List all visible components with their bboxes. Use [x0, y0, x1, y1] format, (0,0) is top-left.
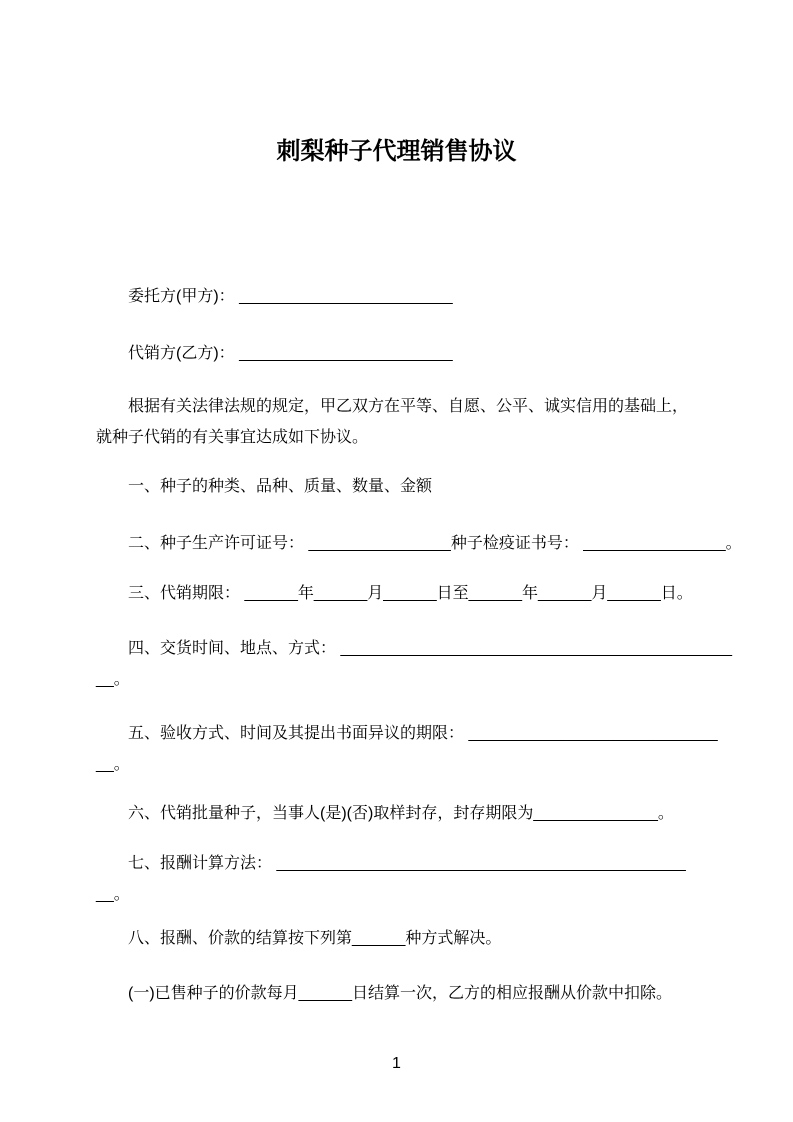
clause-5-line: 五、验收方式、时间及其提出书面异议的期限： ____________________________: [128, 725, 718, 742]
clause-6-line: 六、代销批量种子，当事人(是)(否)取样封存，封存期限为______________。: [128, 805, 674, 822]
clause-8-item-1-line: (一)已售种子的价款每月______日结算一次，乙方的相应报酬从价款中扣除。: [128, 985, 673, 1002]
clause-7-continuation: __。: [96, 886, 130, 903]
party-a-line: 委托方(甲方)： ________________________: [128, 288, 453, 305]
clause-4-line: 四、交货时间、地点、方式： ____________________________________________: [128, 640, 732, 657]
page-number: 1: [392, 1055, 401, 1072]
preamble-line-2: 就种子代销的有关事宜达成如下协议。: [96, 429, 369, 446]
preamble-line-1: 根据有关法律法规的规定，甲乙双方在平等、自愿、公平、诚实信用的基础上，: [128, 398, 689, 415]
clause-5-continuation: __。: [96, 756, 130, 773]
clause-3-line: 三、代销期限： ______年______月______日至______年______月______日。: [128, 585, 693, 602]
clause-4-continuation: __。: [96, 671, 130, 688]
clause-2-line: 二、种子生产许可证号： ________________种子检疫证书号： ________________。: [128, 535, 742, 552]
clause-7-line: 七、报酬计算方法： ______________________________________________: [128, 855, 686, 872]
clause-8-line: 八、报酬、价款的结算按下列第______种方式解决。: [128, 930, 502, 947]
document-title: 刺梨种子代理销售协议: [276, 138, 517, 165]
clause-1-line: 一、种子的种类、品种、质量、数量、金额: [128, 478, 433, 495]
party-b-line: 代销方(乙方)： ________________________: [128, 345, 453, 362]
